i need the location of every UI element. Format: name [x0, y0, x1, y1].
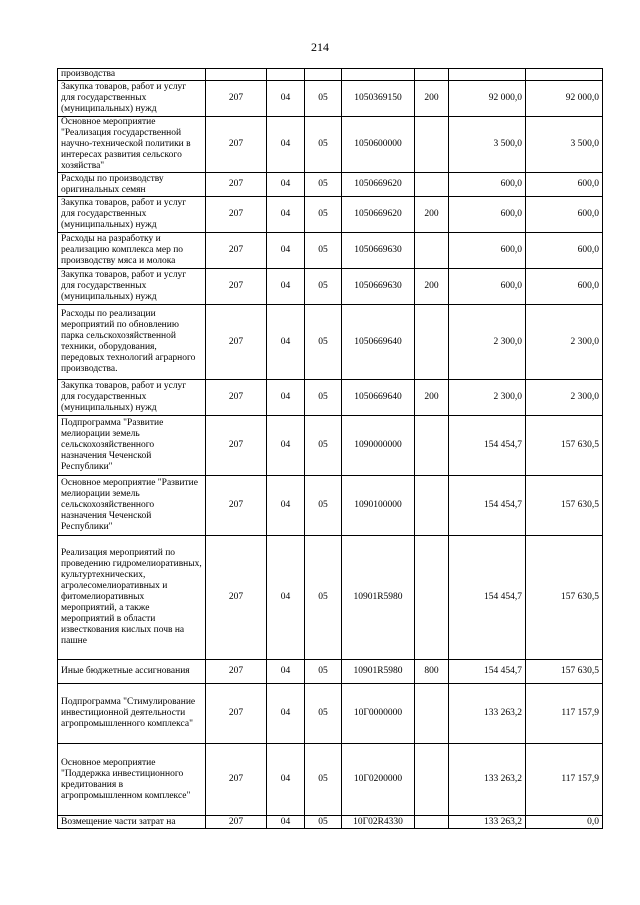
amount-year-2: 600,0: [526, 233, 603, 269]
amount-year-1: 133 263,2: [449, 744, 526, 816]
section-code: 04: [267, 660, 305, 684]
amount-year-2: 157 630,5: [526, 416, 603, 476]
amount-year-2: 2 300,0: [526, 305, 603, 380]
amount-year-1: 2 300,0: [449, 380, 526, 416]
target-article-code: 10Г0200000: [342, 744, 415, 816]
target-article-code: 10901R5980: [342, 660, 415, 684]
amount-year-2: 600,0: [526, 269, 603, 305]
amount-year-2: 3 500,0: [526, 117, 603, 173]
amount-year-1: 600,0: [449, 197, 526, 233]
section-code: 04: [267, 305, 305, 380]
expense-type-code: 200: [415, 380, 449, 416]
subsection-code: 05: [305, 117, 342, 173]
expense-type-code: [415, 233, 449, 269]
row-description: Реализация мероприятий по проведению гидромелиоративных, культуртехнических, агролесомелиоративных и фитомелиоративных мероприятий, а также мероприятий в области известкования кислых почв на пашне: [58, 536, 206, 660]
amount-year-1: 154 454,7: [449, 660, 526, 684]
table-row: [58, 416, 603, 476]
amount-year-1: 600,0: [449, 269, 526, 305]
admin-code: 207: [206, 233, 267, 269]
subsection-code: 05: [305, 660, 342, 684]
amount-year-1: 154 454,7: [449, 536, 526, 660]
amount-year-2: 117 157,9: [526, 684, 603, 744]
amount-year-2: [526, 69, 603, 81]
row-description: Подпрограмма "Стимулирование инвестиционной деятельности агропромышленного комплекса": [58, 684, 206, 744]
expense-type-code: [415, 416, 449, 476]
subsection-code: 05: [305, 305, 342, 380]
section-code: 04: [267, 816, 305, 829]
budget-table: [57, 68, 603, 829]
table-row: [58, 81, 603, 117]
admin-code: 207: [206, 536, 267, 660]
target-article-code: 1090000000: [342, 416, 415, 476]
section-code: [267, 69, 305, 81]
section-code: 04: [267, 380, 305, 416]
amount-year-2: 600,0: [526, 173, 603, 197]
table-row: [58, 536, 603, 660]
budget-table-body: [58, 69, 603, 829]
amount-year-2: 600,0: [526, 197, 603, 233]
section-code: 04: [267, 117, 305, 173]
row-description: Закупка товаров, работ и услуг для государственных (муниципальных) нужд: [58, 81, 206, 117]
admin-code: 207: [206, 305, 267, 380]
target-article-code: 1050669630: [342, 233, 415, 269]
section-code: 04: [267, 269, 305, 305]
expense-type-code: [415, 117, 449, 173]
amount-year-2: 157 630,5: [526, 660, 603, 684]
table-row: [58, 197, 603, 233]
target-article-code: 1050600000: [342, 117, 415, 173]
admin-code: 207: [206, 476, 267, 536]
amount-year-1: 133 263,2: [449, 816, 526, 829]
amount-year-1: 133 263,2: [449, 684, 526, 744]
row-description: Закупка товаров, работ и услуг для государственных (муниципальных) нужд: [58, 380, 206, 416]
expense-type-code: [415, 684, 449, 744]
subsection-code: 05: [305, 269, 342, 305]
subsection-code: 05: [305, 197, 342, 233]
section-code: 04: [267, 233, 305, 269]
table-row: [58, 233, 603, 269]
admin-code: 207: [206, 117, 267, 173]
amount-year-2: 157 630,5: [526, 536, 603, 660]
table-row: [58, 684, 603, 744]
amount-year-1: 154 454,7: [449, 476, 526, 536]
table-row: [58, 117, 603, 173]
table-row: [58, 660, 603, 684]
table-row: [58, 305, 603, 380]
row-description: Подпрограмма "Развитие мелиорации земель сельскохозяйственного назначения Чеченской Республики": [58, 416, 206, 476]
subsection-code: 05: [305, 684, 342, 744]
admin-code: 207: [206, 197, 267, 233]
target-article-code: [342, 69, 415, 81]
amount-year-1: 600,0: [449, 173, 526, 197]
subsection-code: 05: [305, 173, 342, 197]
subsection-code: 05: [305, 744, 342, 816]
admin-code: 207: [206, 416, 267, 476]
expense-type-code: [415, 816, 449, 829]
table-row: [58, 744, 603, 816]
amount-year-2: 0,0: [526, 816, 603, 829]
amount-year-1: 3 500,0: [449, 117, 526, 173]
admin-code: [206, 69, 267, 81]
target-article-code: 1050669620: [342, 173, 415, 197]
row-description: Закупка товаров, работ и услуг для государственных (муниципальных) нужд: [58, 269, 206, 305]
row-description: Расходы на разработку и реализацию комплекса мер по производству мяса и молока: [58, 233, 206, 269]
target-article-code: 1050669630: [342, 269, 415, 305]
target-article-code: 1050669640: [342, 305, 415, 380]
expense-type-code: [415, 305, 449, 380]
target-article-code: 1090100000: [342, 476, 415, 536]
target-article-code: 10Г0000000: [342, 684, 415, 744]
admin-code: 207: [206, 660, 267, 684]
row-description: Расходы по производству оригинальных семян: [58, 173, 206, 197]
expense-type-code: 800: [415, 660, 449, 684]
table-row: [58, 269, 603, 305]
admin-code: 207: [206, 684, 267, 744]
section-code: 04: [267, 81, 305, 117]
subsection-code: 05: [305, 536, 342, 660]
expense-type-code: [415, 476, 449, 536]
amount-year-1: 2 300,0: [449, 305, 526, 380]
row-description: Основное мероприятие "Развитие мелиорации земель сельскохозяйственного назначения Чеченской Республики": [58, 476, 206, 536]
table-row: [58, 380, 603, 416]
subsection-code: 05: [305, 816, 342, 829]
section-code: 04: [267, 173, 305, 197]
section-code: 04: [267, 744, 305, 816]
amount-year-1: 92 000,0: [449, 81, 526, 117]
row-description: Возмещение части затрат на: [58, 816, 206, 829]
table-row: [58, 69, 603, 81]
section-code: 04: [267, 684, 305, 744]
section-code: 04: [267, 416, 305, 476]
table-row: [58, 173, 603, 197]
row-description: Основное мероприятие "Реализация государственной научно-технической политики в интересах развития сельского хозяйства": [58, 117, 206, 173]
subsection-code: [305, 69, 342, 81]
row-description: Основное мероприятие "Поддержка инвестиционного кредитования в агропромышленном комплексе": [58, 744, 206, 816]
expense-type-code: 200: [415, 269, 449, 305]
amount-year-1: 600,0: [449, 233, 526, 269]
admin-code: 207: [206, 81, 267, 117]
section-code: 04: [267, 536, 305, 660]
admin-code: 207: [206, 173, 267, 197]
expense-type-code: 200: [415, 81, 449, 117]
amount-year-1: 154 454,7: [449, 416, 526, 476]
section-code: 04: [267, 476, 305, 536]
row-description: Закупка товаров, работ и услуг для государственных (муниципальных) нужд: [58, 197, 206, 233]
target-article-code: 10Г02R4330: [342, 816, 415, 829]
subsection-code: 05: [305, 476, 342, 536]
amount-year-2: 92 000,0: [526, 81, 603, 117]
table-row: [58, 816, 603, 829]
expense-type-code: 200: [415, 197, 449, 233]
amount-year-2: 2 300,0: [526, 380, 603, 416]
amount-year-1: [449, 69, 526, 81]
subsection-code: 05: [305, 416, 342, 476]
admin-code: 207: [206, 269, 267, 305]
expense-type-code: [415, 173, 449, 197]
table-row: [58, 476, 603, 536]
admin-code: 207: [206, 380, 267, 416]
subsection-code: 05: [305, 81, 342, 117]
page-number: 214: [311, 40, 329, 54]
admin-code: 207: [206, 744, 267, 816]
expense-type-code: [415, 69, 449, 81]
amount-year-2: 157 630,5: [526, 476, 603, 536]
target-article-code: 1050669620: [342, 197, 415, 233]
target-article-code: 10901R5980: [342, 536, 415, 660]
target-article-code: 1050369150: [342, 81, 415, 117]
row-description: Иные бюджетные ассигнования: [58, 660, 206, 684]
subsection-code: 05: [305, 233, 342, 269]
expense-type-code: [415, 536, 449, 660]
target-article-code: 1050669640: [342, 380, 415, 416]
subsection-code: 05: [305, 380, 342, 416]
row-description: производства: [58, 69, 206, 81]
row-description: Расходы по реализации мероприятий по обновлению парка сельскохозяйственной техники, оборудования, передовых технологий аграрного производства.: [58, 305, 206, 380]
admin-code: 207: [206, 816, 267, 829]
amount-year-2: 117 157,9: [526, 744, 603, 816]
section-code: 04: [267, 197, 305, 233]
expense-type-code: [415, 744, 449, 816]
